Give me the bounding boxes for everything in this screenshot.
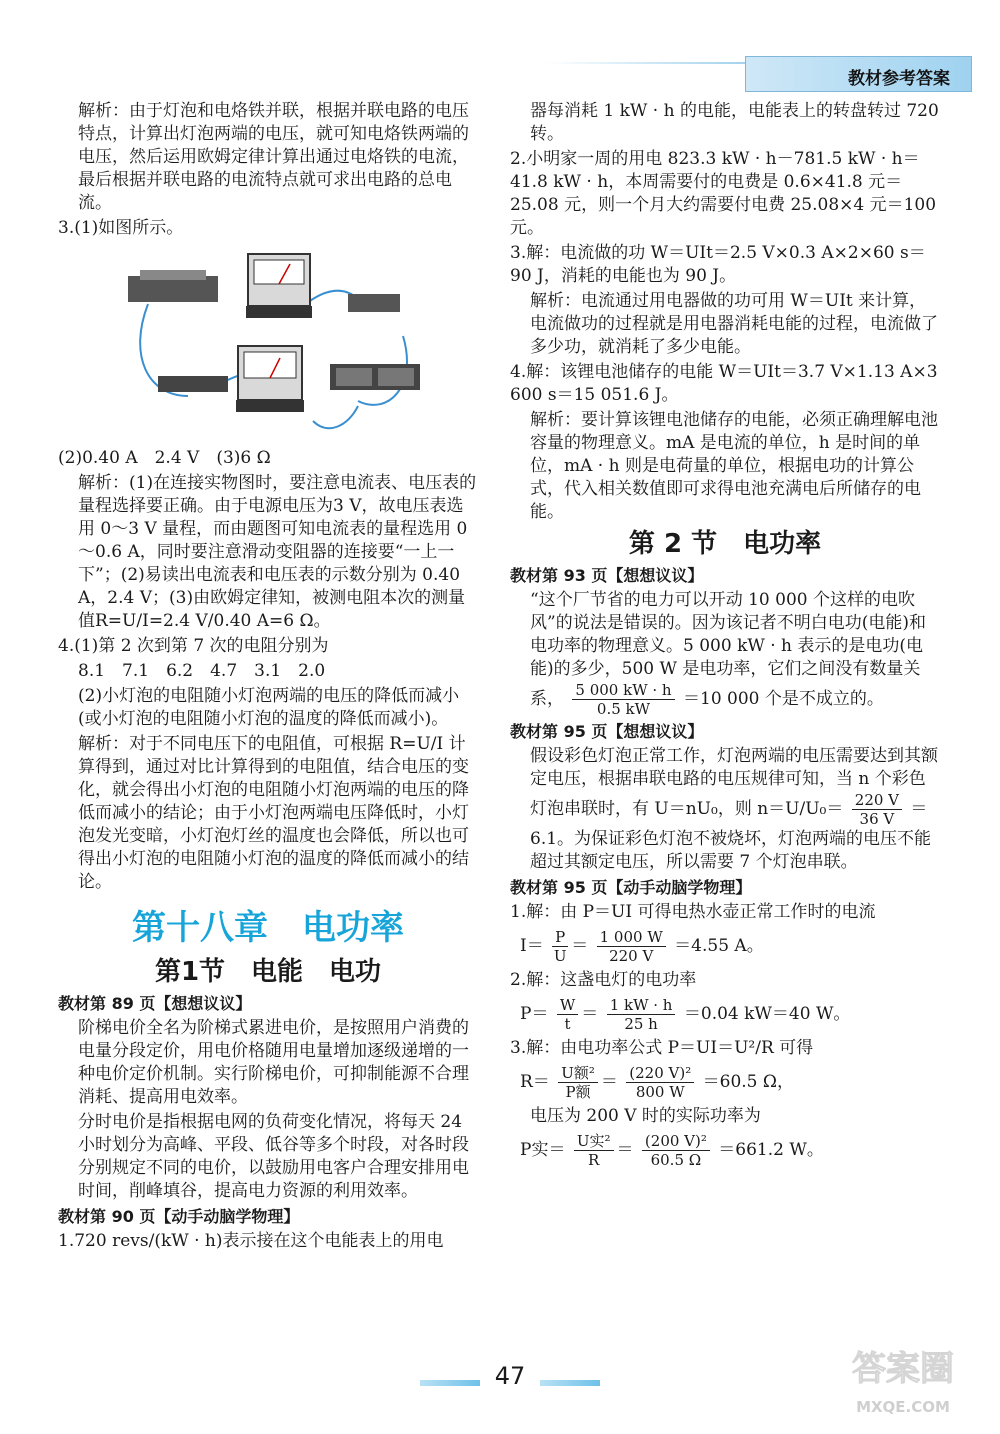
fraction-numerator: W [557,996,578,1015]
right-column [510,100,940,1173]
question-4-part-2: (2)小灯泡的电阻随小灯泡两端的电压的降低而减小(或小灯泡的电阻随小灯泡的温度的降低而减小)。 [78,686,460,729]
fraction [574,1132,614,1169]
analysis-paragraph: 解析：由于灯泡和电烙铁并联，根据并联电路的电压特点，计算出灯泡两端的电压，就可知电烙铁两端的电压，然后运用欧姆定律计算出通过电烙铁的电流，最后根据并联电路的电流特点就可求出电路的总电流。 [78,101,469,213]
question-3-part-1: 3.(1)如图所示。 [58,218,184,238]
formula-lhs: P实＝ [520,1140,566,1160]
fraction [852,791,902,828]
textbook-ref: 教材第 89 页【想想议议】 [58,994,252,1013]
body-paragraph: 阶梯电价全名为阶梯式累进电价，是按照用户消费的电量分段定价，用电价格随用电量增加逐级递增的一种电价定价机制。实行阶梯电价，可抑制能源不合理消耗、提高用电效率。 [78,1018,469,1107]
formula: I＝ $\frac{P}{U}$ ＝ $\frac{1 000 W}{220 V}$ ＝4.55 A。 [520,928,764,965]
fraction-denominator: 0.5 kW [596,700,651,718]
circuit-diagram-image [58,246,478,438]
body-text: 假设彩色灯泡正常工作，灯泡两端的电压需要达到其额定电压，根据串联电路的电压规律可知，当 n 个彩色灯泡串联时，有 U＝nU₀，则 n＝U/U₀＝ [530,746,938,819]
question-2: 2.解：这盏电灯的电功率 [510,970,697,990]
answer-continued: 器每消耗 1 kW · h 的电能，电能表上的转盘转过 720 转。 [530,101,939,144]
fraction-numerator: 220 V [852,791,902,810]
textbook-ref: 教材第 95 页【动手动脑学物理】 [510,878,752,897]
formula: R＝ $\frac{\text{U额²}}{\text{P额}}$ ＝ $\frac{\text{(220 V)²}}{800 W}$ ＝60.5 Ω， [520,1064,794,1101]
fraction-denominator: 800 W [635,1083,685,1101]
fraction-numerator: U实² [574,1132,614,1151]
question-2: 2.小明家一周的用电 823.3 kW · h－781.5 kW · h＝41.8 kW · h，本周需要付的电费是 0.6×41.8 元＝25.08 元，则一个月大约需要付电费 25.08×4 元＝100 元。 [510,149,937,238]
body-text: ＝10 000 个是不成立的。 [683,689,884,709]
formula-result: ＝4.55 A。 [674,936,764,956]
page-footer [420,1362,600,1396]
analysis-paragraph: 解析：要计算该锂电池储存的电能，必须正确理解电池容量的物理意义。mA 是电流的单位，h 是时间的单位，mA · h 则是电荷量的单位，根据电功的计算公式，代入相关数值即可求得电池充满电后所储存的电能。 [530,410,938,522]
textbook-ref: 教材第 95 页【想想议议】 [510,722,704,741]
formula-lhs: P＝ [520,1004,549,1024]
footer-bar-left [420,1380,480,1386]
fraction-numerator: (200 V)² [642,1132,710,1151]
fraction-numerator: 1 kW · h [607,996,676,1015]
left-column [58,100,478,1255]
formula-result: ＝60.5 Ω， [702,1072,794,1092]
svg-text:答案圈: 答案圈 [852,1349,954,1389]
question-1: 1.解：由 P＝UI 可得电热水壶正常工作时的电流 [510,902,876,922]
resistance-values: 8.1 7.1 6.2 4.7 3.1 2.0 [78,661,326,681]
analysis-paragraph: 解析：对于不同电压下的电阻值，可根据 R=U/I 计算得到，通过对比计算得到的电阻值，结合电压的变化，就会得出小灯泡的电阻随小灯泡两端的电压的降低而减小的结论；由于小灯泡两端电压降低时，小灯泡发光变暗，小灯泡灯丝的温度也会降低，所以也可得出小灯泡的电阻随小灯泡的温度的降低而减小的结论。 [78,734,469,892]
question-4-part-1: 4.(1)第 2 次到第 7 次的电阻分别为 [58,636,329,656]
formula: R=U/I=2.4 V/0.40 A=6 Ω。 [95,611,331,631]
fraction-denominator: 25 h [624,1015,658,1033]
fraction-denominator: P额 [565,1083,591,1101]
question-3: 3.解：电流做的功 W＝UIt＝2.5 V×0.3 A×2×60 s＝90 J，消耗的电能也为 90 J。 [510,243,926,286]
fraction-denominator: 60.5 Ω [650,1151,702,1169]
fraction-denominator: U [553,947,567,965]
watermark-glyphs [828,1338,978,1398]
watermark-logo [828,1338,978,1418]
analysis-paragraph: 解析：电流通过用电器做的功可用 W＝UIt 来计算，电流做功的过程就是用电器消耗电能的过程，电流做了多少功，就消耗了多少电能。 [530,291,938,357]
question-1: 1.720 revs/(kW · h)表示接在这个电能表上的用电 [58,1231,444,1251]
fraction [557,996,578,1033]
formula-result: ＝661.2 W。 [718,1140,824,1160]
question-4: 4.解：该锂电池储存的电能 W＝UIt＝3.7 V×1.13 A×3 600 s＝15 051.6 J。 [510,362,938,405]
fraction-numerator: U额² [558,1064,598,1083]
formula-result: ＝0.04 kW＝40 W。 [683,1004,851,1024]
fraction [597,928,666,965]
question-3: 3.解：由电功率公式 P＝UI＝U²/R 可得 [510,1038,814,1058]
body-text: “这个厂节省的电力可以开动 10 000 个这样的电吹风”的说法是错误的。因为该记者不明白电功(电能)和电功率的物理意义。5 000 kW · h 表示的是电功(电能)的多少，500 W 是电功率，它们之间没有数量关系， [530,590,926,709]
fraction [572,681,674,718]
body-text: ＝6.1。为保证彩色灯泡不被烧坏，灯泡两端的电压不能超过其额定电压，所以需要 7 个灯泡串联。 [530,799,932,872]
watermark-text: MXQE.COM [856,1398,950,1416]
formula: P实＝ $\frac{\text{U实²}}{R}$ ＝ $\frac{\text{(200 V)²}}{60.5 \Omega}$ ＝661.2 W。 [520,1132,824,1169]
rheostat-bottom [158,376,228,392]
section-title: 第1节 电能 电功 [154,957,382,987]
analysis-paragraph [58,472,478,633]
fraction [642,1132,710,1169]
header-title: 教材参考答案 [848,69,950,89]
fraction-denominator: 220 V [609,947,654,965]
formula: P＝ $\frac{W}{t}$ ＝ $\frac{1 kW \cdot h}{25 h}$ ＝0.04 kW＝40 W。 [520,996,851,1033]
fraction [607,996,676,1033]
formula-lhs: R＝ [520,1072,550,1092]
fraction-numerator: 1 000 W [597,928,666,947]
body-paragraph [510,745,940,874]
section-title: 第 2 节 电功率 [628,529,822,559]
answer-values: (2)0.40 A 2.4 V (3)6 Ω [58,448,271,468]
fraction-numerator: 5 000 kW · h [572,681,674,700]
textbook-ref: 教材第 90 页【动手动脑学物理】 [58,1207,300,1226]
analysis-text: 解析：(1)在连接实物图时，要注意电流表、电压表的量程选择要正确。由于电源电压为3 V，故电压表选用 0～3 V 量程，而由题图可知电流表的量程选用 0～0.6 A，同时要注意滑动变阻器的连接要“一上一下”；(2)易读出电流表和电压表的示数分别为 0.40 A，2.4 V；(3)由欧姆定律知，被测电阻本次的测量值 [78,473,477,631]
body-paragraph: 分时电价是指根据电网的负荷变化情况，将每天 24 小时划分为高峰、平段、低谷等多个时段，对各时段分别规定不同的电价，以鼓励用电客户合理安排用电时间，削峰填谷，提高电力资源的利用效率。 [78,1112,469,1201]
fraction [558,1064,598,1101]
chapter-title: 第十八章 电功率 [132,908,404,948]
fraction [552,928,568,965]
fraction-denominator: R [588,1151,600,1169]
body-paragraph [510,589,940,718]
textbook-ref: 教材第 93 页【想想议议】 [510,566,704,585]
fraction-denominator: t [564,1015,571,1033]
page-number: 47 [494,1362,526,1390]
fraction-numerator: (220 V)² [626,1064,694,1083]
fraction-denominator: 36 V [859,810,895,828]
switch [348,294,400,312]
fraction [626,1064,694,1101]
formula-lhs: I＝ [520,936,544,956]
fraction-numerator: P [552,928,568,947]
body-text: 电压为 200 V 时的实际功率为 [530,1106,761,1126]
footer-bar-right [540,1380,600,1386]
